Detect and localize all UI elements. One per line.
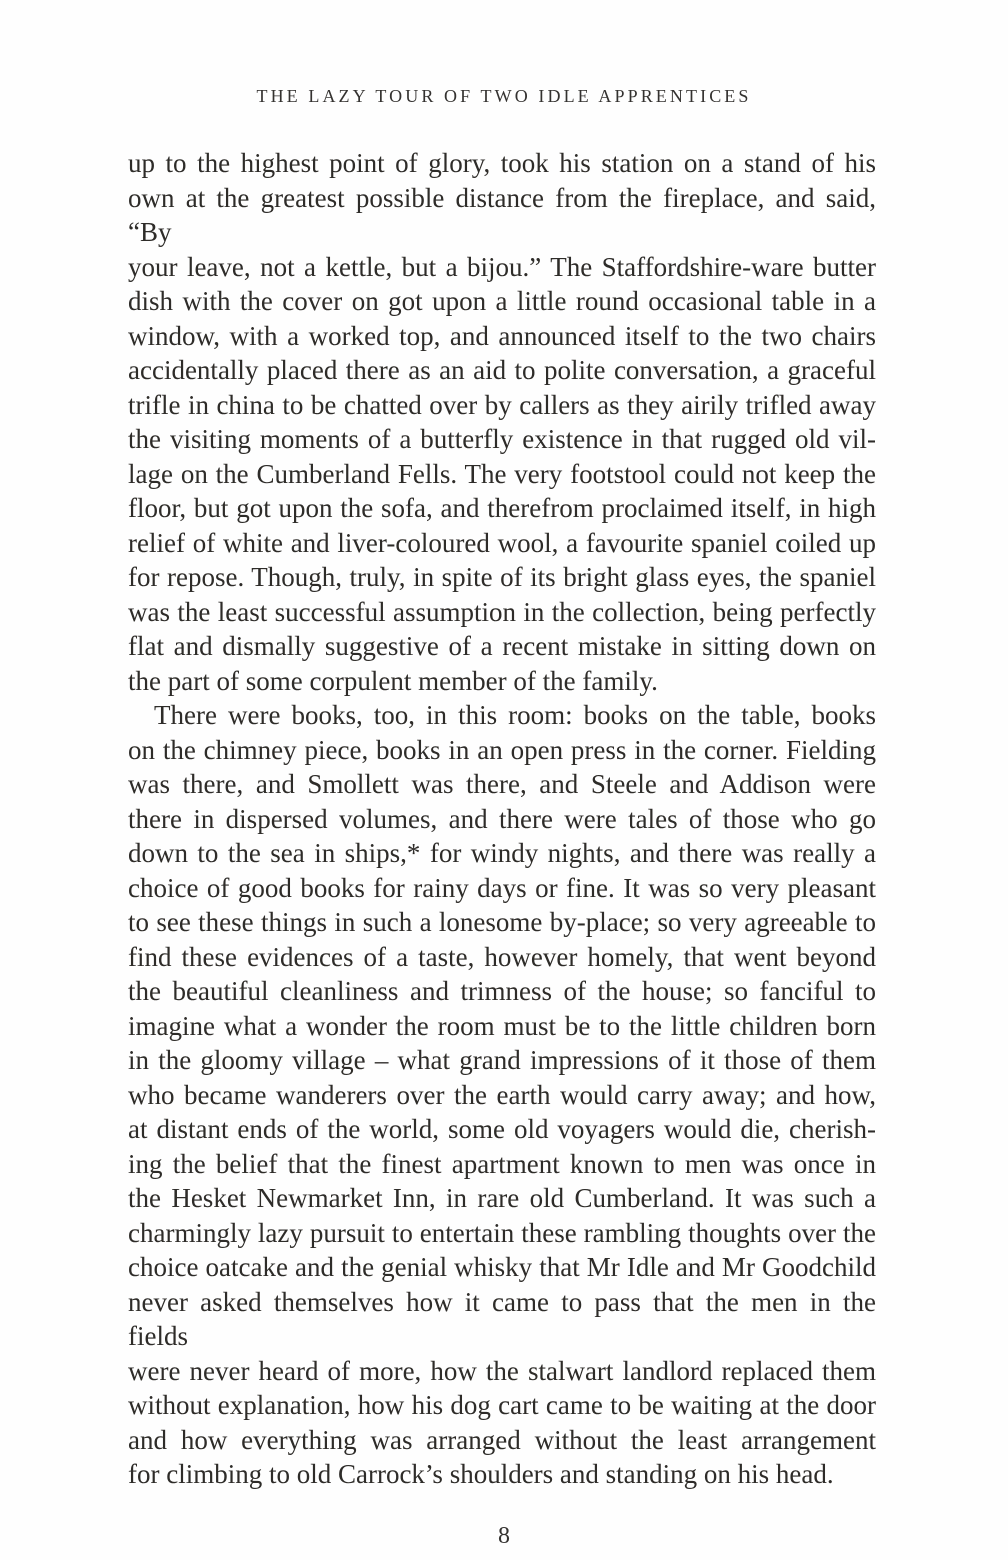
text-line: the visiting moments of a butterfly existence in that rugged old vil- <box>128 424 876 454</box>
page-number: 8 <box>498 1522 510 1549</box>
text-line: choice oatcake and the genial whisky that Mr Idle and Mr Goodchild <box>128 1252 876 1282</box>
text-line: relief of white and liver-coloured wool, a favourite spaniel coiled up <box>128 527 876 558</box>
text-line: choice of good books for rainy days or fine. It was so very pleasant <box>128 872 876 903</box>
text-line: dish with the cover on got upon a little round occasional table in a <box>128 286 876 316</box>
page-body <box>128 146 876 1492</box>
text-line: in the gloomy village – what grand impressions of it those of them <box>128 1045 876 1075</box>
text-line: the Hesket Newmarket Inn, in rare old Cumberland. It was such a <box>128 1183 876 1213</box>
text-line: the part of some corpulent member of the family. <box>128 665 658 696</box>
text-line: imagine what a wonder the room must be to the little children born <box>128 1010 876 1041</box>
text-line: find these evidences of a taste, however homely, that went beyond <box>128 941 876 972</box>
text-line: There were books, too, in this room: books on the table, books <box>154 700 876 730</box>
text-line: accidentally placed there as an aid to polite conversation, a graceful <box>128 355 876 385</box>
text-line: were never heard of more, how the stalwart landlord replaced them <box>128 1355 876 1386</box>
text-line: the beautiful cleanliness and trimness of the house; so fanciful to <box>128 976 876 1006</box>
text-line: own at the greatest possible distance from the fireplace, and said, “By <box>128 182 876 247</box>
text-line: never asked themselves how it came to pass that the men in the fields <box>128 1286 876 1351</box>
text-line: lage on the Cumberland Fells. The very footstool could not keep the <box>128 458 876 489</box>
text-line: for repose. Though, truly, in spite of its bright glass eyes, the spaniel <box>128 562 876 592</box>
text-line: for climbing to old Carrock’s shoulders and standing on his head. <box>128 1459 834 1489</box>
text-line: was the least successful assumption in the collection, being perfectly <box>128 596 876 627</box>
text-line: was there, and Smollett was there, and Steele and Addison were <box>128 769 876 799</box>
text-line: window, with a worked top, and announced itself to the two chairs <box>128 320 876 351</box>
text-line: down to the sea in ships,* for windy nights, and there was really a <box>128 838 876 868</box>
text-line: up to the highest point of glory, took his station on a stand of his <box>128 148 876 178</box>
text-line: ing the belief that the finest apartment known to men was once in <box>128 1148 876 1179</box>
text-line: trifle in china to be chatted over by callers as they airily trifled away <box>128 389 876 420</box>
running-header: THE LAZY TOUR OF TWO IDLE APPRENTICES <box>256 86 752 106</box>
text-line: at distant ends of the world, some old voyagers would die, cherish- <box>128 1114 876 1144</box>
text-line: on the chimney piece, books in an open press in the corner. Fielding <box>128 734 876 765</box>
text-line: and how everything was arranged without the least arrangement <box>128 1424 876 1455</box>
paragraph-2 <box>128 698 876 1492</box>
text-line: charmingly lazy pursuit to entertain these rambling thoughts over the <box>128 1217 876 1248</box>
paragraph-1 <box>128 146 876 698</box>
text-line: there in dispersed volumes, and there were tales of those who go <box>128 803 876 834</box>
text-line: floor, but got upon the sofa, and therefrom proclaimed itself, in high <box>128 493 876 523</box>
text-line: flat and dismally suggestive of a recent mistake in sitting down on <box>128 631 876 661</box>
text-line: without explanation, how his dog cart came to be waiting at the door <box>128 1390 876 1420</box>
text-line: your leave, not a kettle, but a bijou.” The Staffordshire-ware butter <box>128 251 876 282</box>
text-line: to see these things in such a lonesome by-place; so very agreeable to <box>128 907 876 937</box>
text-line: who became wanderers over the earth would carry away; and how, <box>128 1079 876 1110</box>
